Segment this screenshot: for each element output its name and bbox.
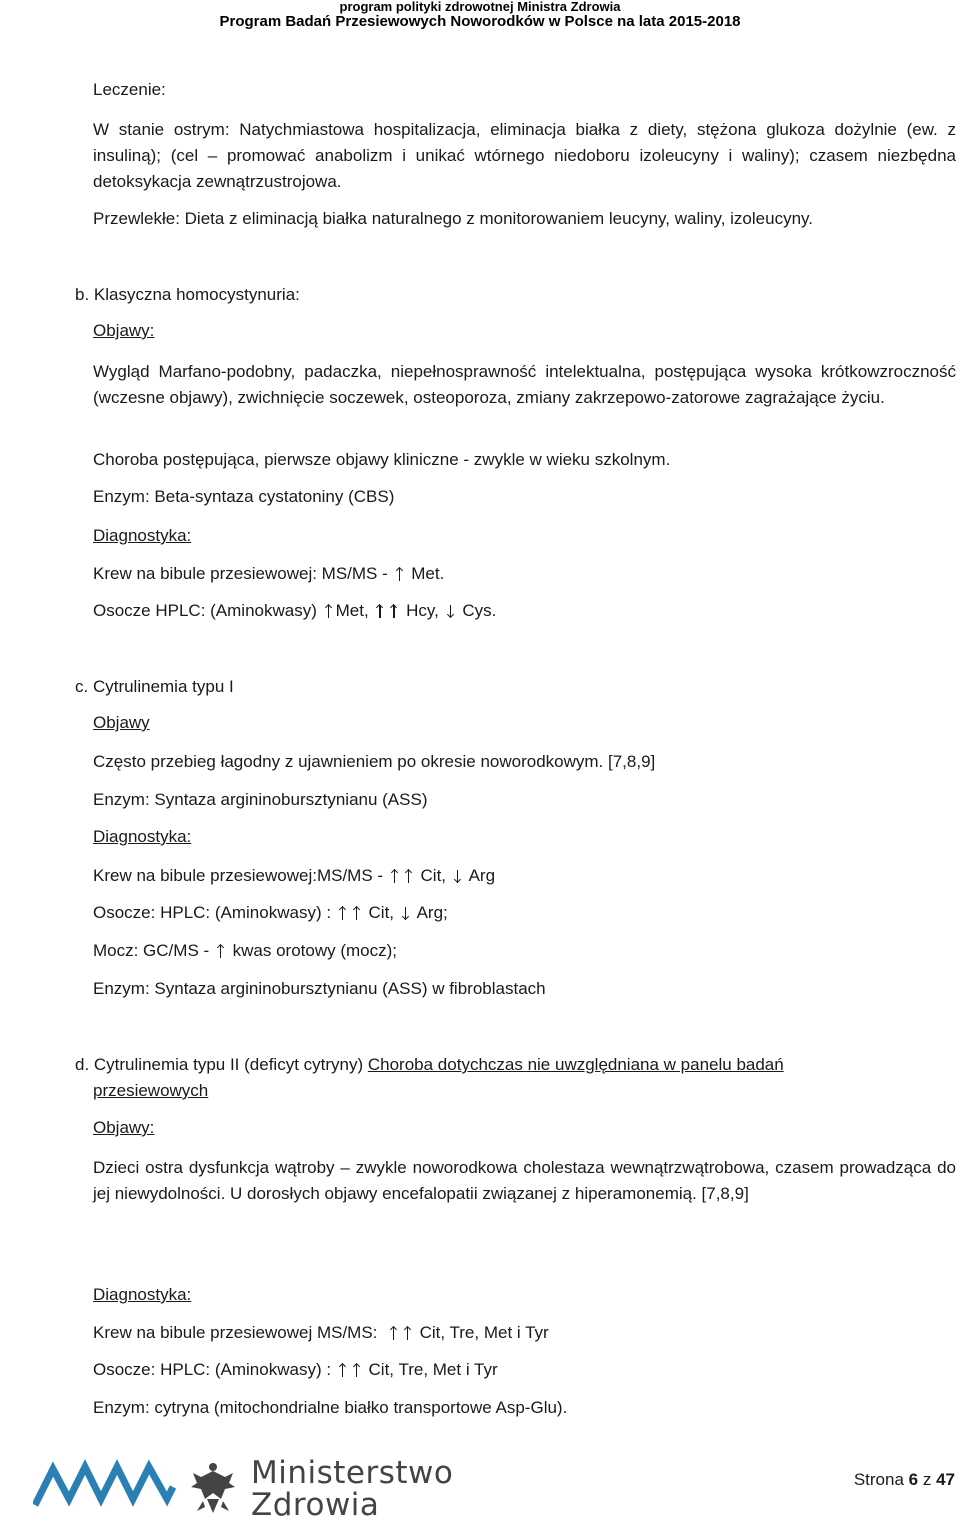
section-b-diag-plasma: Osocze HPLC: (Aminokwasy) Met, Hcy, Cys. — [93, 601, 497, 620]
arrow-up-icon — [336, 1361, 350, 1378]
leczenie-heading: Leczenie: — [93, 80, 166, 99]
section-d-note: Choroba dotychczas nie uwzględniana w panelu badań — [367, 1055, 784, 1074]
section-c-diag-urine: Mocz: GC/MS - kwas orotowy (mocz); — [93, 941, 398, 960]
section-c-title: c. Cytrulinemia typu I — [75, 677, 234, 696]
section-d-diag-blood: Krew na bibule przesiewowej MS/MS: Cit, Tre, Met i Tyr — [93, 1323, 549, 1342]
section-d-objawy-label: Objawy: — [93, 1118, 155, 1137]
section-d-title: d. Cytrulinemia typu II (deficyt cytryny) Choroba dotychczas nie uwzględniana w panelu badań — [75, 1055, 784, 1074]
section-b-course: Choroba postępująca, pierwsze objawy kliniczne - zwykle w wieku szkolnym. — [93, 450, 671, 469]
section-b-title: b. Klasyczna homocystynuria: — [75, 285, 300, 304]
leczenie-chronic: Przewlekłe: Dieta z eliminacją białka naturalnego z monitorowaniem leucyny, waliny, izoleucyny. — [93, 209, 813, 228]
arrow-up-icon — [402, 867, 416, 884]
arrow-up-icon — [387, 602, 401, 619]
section-c-diag-plasma: Osocze: HPLC: (Aminokwasy) : Cit, Arg; — [93, 903, 448, 922]
logo-text-line1: Ministerstwo — [251, 1455, 454, 1491]
section-b-objawy-text: Wygląd Marfano-podobny, padaczka, niepełnosprawność intelektualna, postępująca wysoka krótkowzroczność (wczesne objawy), zwichnięcie soczewek, osteoporoza, zmiany zakrzepowo-zatorowe zagrażające życiu. — [93, 362, 956, 407]
header-program-line: program polityki zdrowotnej Ministra Zdrowia — [339, 0, 621, 14]
arrow-up-icon — [393, 565, 407, 582]
arrow-up-icon — [350, 1361, 364, 1378]
page-number: Strona 6 z 47 — [853, 1470, 955, 1489]
arrow-up-icon — [401, 1324, 415, 1341]
header-title: Program Badań Przesiewowych Noworodków w Polsce na lata 2015-2018 — [219, 13, 741, 30]
arrow-up-icon — [387, 1324, 401, 1341]
section-b-diag-label: Diagnostyka: — [93, 526, 192, 545]
arrow-down-icon — [399, 904, 413, 921]
section-c-enzyme-fibroblasts: Enzym: Syntaza argininobursztynianu (ASS) w fibroblastach — [93, 979, 546, 998]
section-d-note-cont: przesiewowych — [93, 1081, 209, 1100]
section-c-diag-blood: Krew na bibule przesiewowej:MS/MS - Cit, Arg — [93, 866, 496, 885]
section-b-objawy-label: Objawy: — [93, 321, 155, 340]
arrow-down-icon — [444, 602, 458, 619]
arrow-up-icon — [214, 942, 228, 959]
arrow-up-icon — [322, 602, 336, 619]
section-d-diag-plasma: Osocze: HPLC: (Aminokwasy) : Cit, Tre, Met i Tyr — [93, 1360, 498, 1379]
arrow-up-icon — [336, 904, 350, 921]
arrow-up-icon — [373, 602, 387, 619]
section-d-enzyme: Enzym: cytryna (mitochondrialne białko transportowe Asp-Glu). — [93, 1398, 568, 1417]
section-d-diag-label: Diagnostyka: — [93, 1285, 192, 1304]
section-c-objawy-text: Często przebieg łagodny z ujawnieniem po okresie noworodkowym. [7,8,9] — [93, 752, 656, 771]
ministry-logo — [33, 1455, 453, 1526]
section-c-enzyme: Enzym: Syntaza argininobursztynianu (ASS) — [93, 790, 428, 809]
section-b-diag-blood: Krew na bibule przesiewowej: MS/MS - Met. — [93, 564, 445, 583]
section-c-diag-label: Diagnostyka: — [93, 827, 192, 846]
section-d-objawy-text: Dzieci ostra dysfunkcja wątroby – zwykle noworodkowa cholestaza wewnątrzwątrobowa, czasem prowadząca do jej niewydolności. U dorosłych objawy encefalopatii związanej z hiperamonemią. [7,8,9] — [93, 1158, 956, 1203]
section-b-enzyme: Enzym: Beta-syntaza cystatoniny (CBS) — [93, 487, 395, 506]
arrow-up-icon — [388, 867, 402, 884]
section-c-objawy-label: Objawy — [93, 713, 150, 732]
arrow-up-icon — [350, 904, 364, 921]
logo-text-line2: Zdrowia — [251, 1487, 380, 1523]
leczenie-paragraph: W stanie ostrym: Natychmiastowa hospitalizacja, eliminacja białka z diety, stężona glukoza dożylnie (ew. z insuliną); (cel – promować anabolizm i unikać wtórnego niedoboru izoleucyny i waliny); czasem niezbędna detoksykacja zewnątrzustrojowa. — [93, 120, 956, 191]
arrow-down-icon — [451, 867, 465, 884]
